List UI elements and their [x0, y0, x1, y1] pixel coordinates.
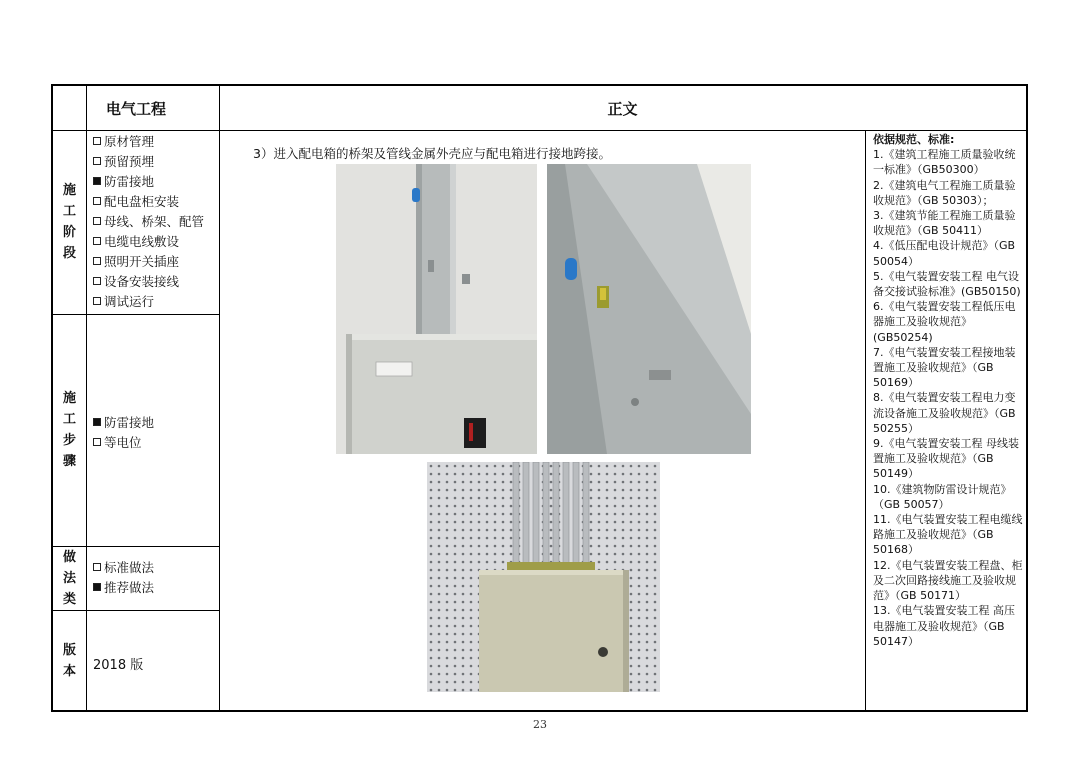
- stages-option-label: 照明开关插座: [104, 254, 180, 269]
- stages-option: [93, 132, 223, 152]
- unchecked-box-icon: [93, 237, 101, 245]
- method-option-label: 推荐做法: [104, 580, 155, 595]
- photo-cabinet-tray-illustration: [336, 164, 537, 454]
- photo-tray-closeup-illustration: [547, 164, 751, 454]
- unchecked-box-icon: [93, 257, 101, 265]
- unchecked-box-icon: [93, 217, 101, 225]
- stages-option: [93, 152, 223, 172]
- page-number: 23: [533, 718, 547, 731]
- reference-item: 1.《建筑工程施工质量验收统一标准》（GB50300）: [873, 148, 1016, 177]
- reference-item: 11.《电气装置安装工程电缆线路施工及验收规范》（GB 50168）: [873, 513, 1023, 557]
- reference-item: 12.《电气装置安装工程盘、柜及二次回路接线施工及验收规范》（GB 50171）: [873, 558, 1023, 603]
- unchecked-box-icon: [93, 277, 101, 285]
- stages-option-label: 电缆电线敷设: [104, 234, 180, 249]
- reference-item: 9.《电气装置安装工程 母线装置施工及验收规范》（GB 50149）: [873, 437, 1019, 481]
- checked-box-icon: [93, 177, 101, 185]
- references-list: [873, 147, 1025, 649]
- unchecked-box-icon: [93, 137, 101, 145]
- method-options: [93, 558, 223, 598]
- steps-options: [93, 413, 223, 453]
- stages-option: [93, 272, 223, 292]
- steps-option: [93, 433, 223, 453]
- version-label: 版 本: [62, 643, 76, 679]
- unchecked-box-icon: [93, 438, 101, 446]
- stages-option: [93, 232, 223, 252]
- method-option-label: 标准做法: [104, 560, 155, 575]
- reference-item: 4.《低压配电设计规范》（GB 50054）: [873, 239, 1016, 268]
- photo-tray-closeup: [547, 164, 751, 454]
- unchecked-box-icon: [93, 157, 101, 165]
- reference-item: 2.《建筑电气工程施工质量验收规范》（GB 50303）；: [873, 178, 1016, 207]
- unchecked-box-icon: [93, 563, 101, 571]
- stages-option-label: 调试运行: [104, 294, 155, 309]
- body-text: 3）进入配电箱的桥架及管线金属外壳应与配电箱进行接地跨接。: [253, 146, 611, 161]
- header-divider: [53, 130, 1026, 131]
- stages-option: [93, 292, 223, 312]
- version-value: 2018 版: [93, 658, 144, 673]
- reference-item: 8.《电气装置安装工程电力变流设备施工及验收规范》（GB 50255）: [873, 391, 1016, 435]
- photo-pegboard-box-illustration: [427, 462, 660, 692]
- checked-box-icon: [93, 418, 101, 426]
- stages-option-label: 原材管理: [104, 134, 155, 149]
- stages-option-label: 母线、桥架、配管: [104, 214, 205, 229]
- stages-option-label: 防雷接地: [104, 174, 155, 189]
- col-divider-3: [865, 130, 866, 710]
- method-label: 做 法 类: [62, 549, 76, 607]
- stages-option-label: 配电盘柜安装: [104, 194, 180, 209]
- reference-item: 13.《电气装置安装工程 高压电器施工及验收规范》（GB 50147）: [873, 604, 1015, 648]
- stages-option: [93, 252, 223, 272]
- header-left-title: 电气工程: [105, 99, 166, 118]
- method-option: [93, 578, 223, 598]
- header-main-title: 正文: [607, 99, 638, 118]
- steps-option-label: 等电位: [104, 435, 142, 450]
- photo-cabinet-tray: [336, 164, 537, 454]
- stages-option: [93, 212, 223, 232]
- reference-item: 6.《电气装置安装工程低压电器施工及验收规范》(GB50254): [873, 300, 1016, 344]
- method-option: [93, 558, 223, 578]
- stages-option-label: 预留预埋: [104, 154, 155, 169]
- col-divider-1: [86, 86, 87, 710]
- stage-label: 施 工 阶 段: [62, 183, 76, 261]
- checked-box-icon: [93, 583, 101, 591]
- stages-option-label: 设备安装接线: [104, 274, 180, 289]
- document-table: [51, 84, 1028, 712]
- references-title: 依据规范、标准:: [873, 133, 955, 146]
- unchecked-box-icon: [93, 297, 101, 305]
- stages-option: [93, 172, 223, 192]
- reference-item: 7.《电气装置安装工程接地装置施工及验收规范》（GB 50169）: [873, 345, 1016, 390]
- references-panel: [873, 132, 1025, 649]
- photo-pegboard-box: [427, 462, 660, 692]
- stages-option: [93, 192, 223, 212]
- reference-item: 3.《建筑节能工程施工质量验收规范》（GB 50411）: [873, 209, 1016, 238]
- reference-item: 5.《电气装置安装工程 电气设备交接试验标准》(GB50150): [873, 269, 1021, 299]
- unchecked-box-icon: [93, 197, 101, 205]
- stage-options: [93, 132, 223, 312]
- steps-label: 施 工 步 骤: [62, 391, 76, 469]
- steps-option: [93, 413, 223, 433]
- steps-option-label: 防雷接地: [104, 415, 155, 430]
- reference-item: 10.《建筑物防雷设计规范》（GB 50057）: [873, 482, 1012, 511]
